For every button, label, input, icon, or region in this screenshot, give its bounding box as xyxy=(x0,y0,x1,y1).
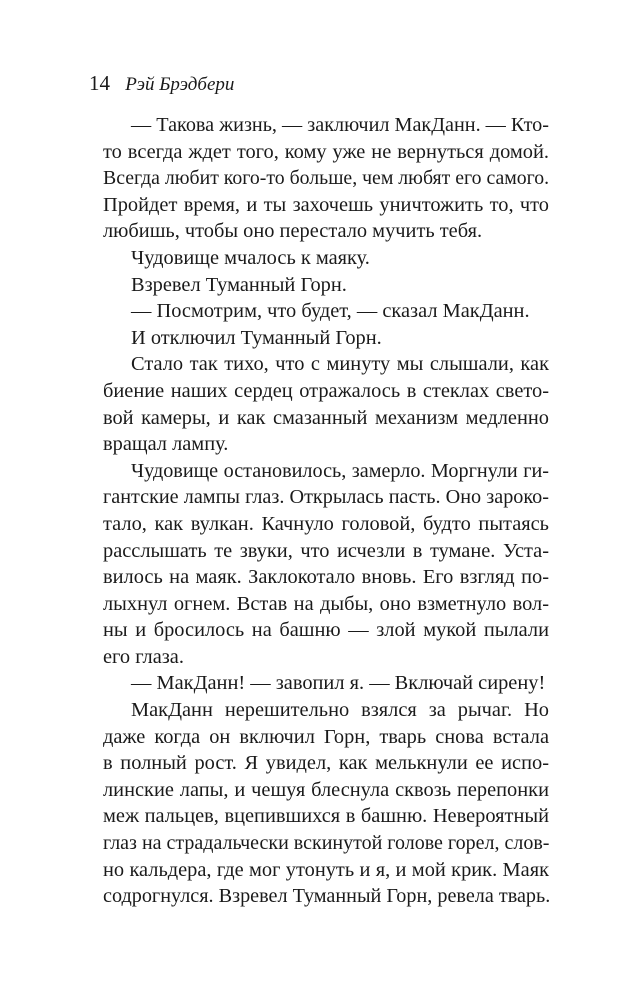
text-line: Чудовище остановилось, замерло. Моргнули ги- xyxy=(131,459,549,482)
text-line: в полный рост. Я увидел, как мелькнули ее испо- xyxy=(103,752,549,775)
text-line: — МакДанн! — завопил я. — Включай сирену! xyxy=(131,672,546,695)
text-line: даже когда он включил Горн, тварь снова встала xyxy=(103,725,549,748)
text-line: Взревел Туманный Горн. xyxy=(131,273,347,296)
text-line: его глаза. xyxy=(103,645,184,668)
text-line: биение наших сердец отражалось в стеклах свето- xyxy=(103,379,549,402)
text-line: содрогнулся. Взревел Туманный Горн, ревела тварь. xyxy=(103,885,551,908)
text-line: Пройдет время, и ты захочешь уничтожить то, что xyxy=(103,193,549,216)
text-line: вилось на маяк. Заклокотало вновь. Его взгляд по- xyxy=(103,566,549,589)
text-line: И отключил Туманный Горн. xyxy=(131,326,382,349)
text-line: — Посмотрим, что будет, — сказал МакДанн. xyxy=(131,300,530,323)
text-line: вращал лампу. xyxy=(103,433,229,456)
body-text xyxy=(103,112,549,910)
text-line: ны и бросилось на башню — злой мукой пылали xyxy=(103,619,549,642)
text-line: Всегда любит кого-то больше, чем любят его самого. xyxy=(103,167,550,190)
text-line: лыхнул огнем. Встав на дыбы, оно взметнуло вол- xyxy=(103,592,549,615)
page-number: 14 xyxy=(89,71,110,95)
text-line: глаз на страдальчески вскинутой голове горел, слов- xyxy=(103,832,550,855)
text-line: тало, как вулкан. Качнуло головой, будто пытаясь xyxy=(103,512,549,535)
text-line: МакДанн нерешительно взялся за рычаг. Но xyxy=(131,699,549,722)
text-line: любишь, чтобы оно перестало мучить тебя. xyxy=(103,220,483,243)
text-line: то всегда ждет того, кому уже не вернуться домой. xyxy=(103,140,549,163)
text-line: гантские лампы глаз. Открылась пасть. Оно зароко- xyxy=(103,486,549,509)
text-line: — Такова жизнь, — заключил МакДанн. — Кто- xyxy=(131,114,549,136)
text-line: расслышать те звуки, что исчезли в тумане. Уста- xyxy=(103,539,549,562)
author-name: Рэй Брэдбери xyxy=(125,74,235,95)
text-line: Чудовище мчалось к маяку. xyxy=(131,246,370,269)
text-line: меж пальцев, вцепившихся в башню. Невероятный xyxy=(103,805,549,828)
running-head xyxy=(89,70,234,98)
text-line: вой камеры, и как смазанный механизм медленно xyxy=(103,406,549,429)
text-line: но кальдера, где мог утонуть и я, и мой крик. Маяк xyxy=(103,858,549,881)
text-line: Стало так тихо, что с минуту мы слышали, как xyxy=(131,353,549,376)
text-line: линские лапы, и чешуя блеснула сквозь перепонки xyxy=(103,778,549,801)
